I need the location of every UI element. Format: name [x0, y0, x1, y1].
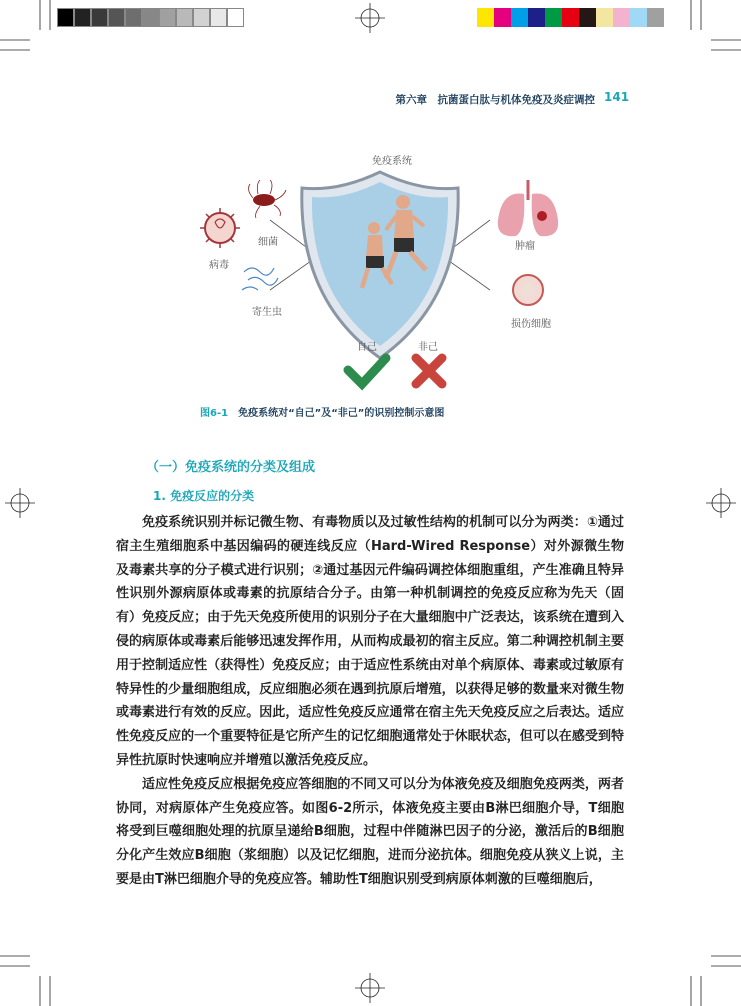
- immune-figure: [190, 150, 570, 395]
- subsection-heading: 1. 免疫反应的分类: [153, 489, 255, 503]
- label-immune-system: 免疫系统: [372, 156, 412, 167]
- label-nonself: 非己: [418, 342, 438, 353]
- figure-caption: [200, 404, 444, 419]
- label-damaged-cell: 损伤细胞: [511, 319, 551, 330]
- damaged-cell-icon: [513, 275, 543, 305]
- check-icon: [348, 358, 386, 384]
- label-tumor: 肿瘤: [515, 241, 535, 252]
- section-heading: （一）免疫系统的分类及组成: [146, 460, 316, 475]
- figure-number: 图6-1: [200, 408, 229, 419]
- lungs-icon: [498, 180, 558, 236]
- parasite-icon: [242, 268, 278, 290]
- running-head: 第六章 抗菌蛋白肽与机体免疫及炎症调控: [395, 94, 595, 106]
- label-parasite: 寄生虫: [252, 307, 282, 318]
- paragraph-2: 适应性免疫反应根据免疫应答细胞的不同又可以分为体液免疫及细胞免疫两类，两者协同，对病原体产生免疫应答。如图6-2所示，体液免疫主要由B淋巴细胞介导，T细胞将受到巨噬细胞处理的抗原呈递给B细胞，过程中伴随淋巴因子的分泌，激活后的B细胞分化产生效应B细胞（浆细胞）以及记忆细胞，进而分泌抗体。细胞免疫从狭义上说，主要是由T淋巴细胞介导的免疫应答。辅助性T细胞识别受到病原体刺激的巨噬细胞后，: [116, 776, 624, 887]
- paragraph-1: 免疫系统识别并标记微生物、有毒物质以及过敏性结构的机制可以分为两类：①通过宿主生殖细胞系中基因编码的硬连线反应（Hard-Wired Response）对外源微生物及毒素共享的分子模式进行识别；②通过基因元件编码调控体细胞重组，产生准确且特异性识别外源病原体或毒素的抗原结合分子。由第一种机制调控的免疫反应称为先天（固有）免疫反应；由于先天免疫所使用的识别分子在大量细胞中广泛表达，该系统在遭到入侵的病原体或毒素后能够迅速发挥作用，从而构成最初的宿主反应。第二种调控机制主要用于控制适应性（获得性）免疫反应；由于适应性系统由对单个病原体、毒素或过敏原有特异性的少量细胞组成，反应细胞必须在遇到抗原后增殖，以获得足够的数量来对微生物或毒素进行有效的反应。因此，适应性免疫反应通常在宿主先天免疫反应之后表达。适应性免疫反应的一个重要特征是它所产生的记忆细胞通常处于休眠状态，但可以在感受到特异性抗原时快速响应并增殖以激活免疫反应。: [116, 515, 624, 768]
- bacteria-icon: [249, 180, 286, 218]
- cross-icon: [416, 358, 442, 384]
- page-number: 141: [604, 90, 630, 104]
- body-text: [116, 511, 624, 892]
- label-bacteria: 细菌: [258, 237, 278, 248]
- label-virus: 病毒: [209, 260, 229, 271]
- label-self: 自己: [357, 342, 377, 353]
- virus-icon: [200, 208, 240, 248]
- figure-caption-text: 免疫系统对“自己”及“非己”的识别控制示意图: [238, 408, 445, 419]
